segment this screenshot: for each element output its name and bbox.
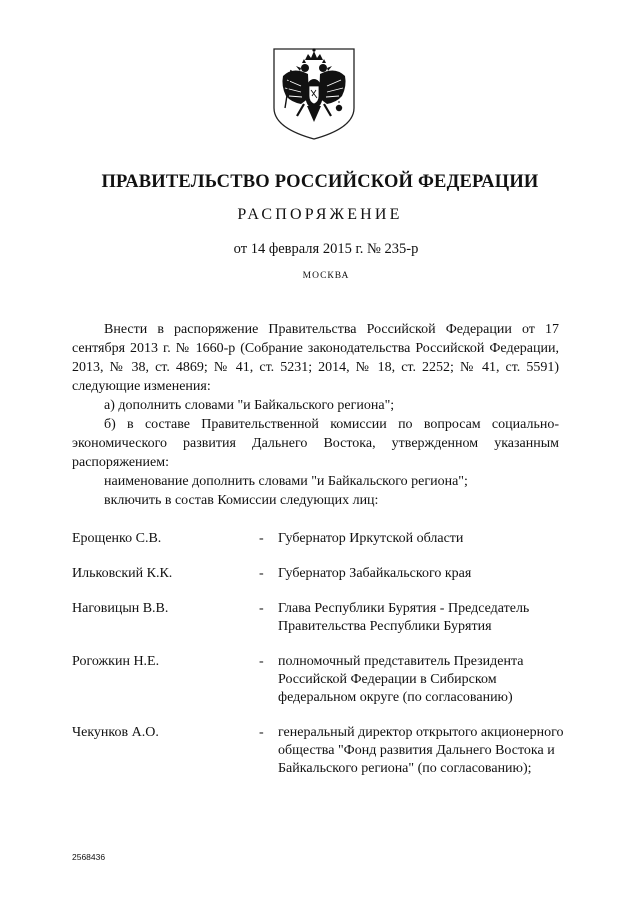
- member-name: Ильковский К.К.: [72, 566, 173, 581]
- member-dash: -: [259, 601, 264, 616]
- member-dash: -: [259, 654, 264, 669]
- member-row: [72, 600, 572, 636]
- member-dash: -: [259, 725, 264, 740]
- member-name: Рогожкин Н.Е.: [72, 654, 160, 669]
- body-paragraph: наименование дополнить словами "и Байкальского региона";: [104, 474, 468, 489]
- document-code: 2568436: [72, 852, 106, 862]
- document-city: МОСКВА: [302, 271, 350, 281]
- member-row: [72, 653, 572, 707]
- document-type: РАСПОРЯЖЕНИЕ: [237, 206, 403, 223]
- member-row: [72, 724, 572, 778]
- body-paragraph: а) дополнить словами "и Байкальского региона";: [104, 398, 395, 413]
- body-paragraph: б) в составе Правительственной комиссии по вопросам социально-экономического развития Дальнего Востока, утвержденном указанным распоряжением:: [72, 417, 559, 470]
- member-role: Губернатор Иркутской области: [278, 531, 464, 546]
- member-name: Чекунков А.О.: [72, 725, 159, 740]
- member-name: Ерощенко С.В.: [72, 531, 162, 546]
- order-body: [72, 320, 559, 510]
- member-row: [72, 530, 572, 548]
- member-role: Губернатор Забайкальского края: [278, 566, 472, 581]
- body-paragraph: включить в состав Комиссии следующих лиц:: [104, 493, 379, 508]
- document-date-number: от 14 февраля 2015 г. № 235-р: [233, 241, 419, 257]
- member-row: [72, 565, 572, 583]
- member-dash: -: [259, 531, 264, 546]
- eagle-emblem-icon: [271, 46, 357, 142]
- body-paragraph: Внести в распоряжение Правительства Российской Федерации от 17 сентября 2013 г. № 1660-р (Собрание законодательства Российской Федерации, 2013, № 38, ст. 4869; № 41, ст. 5231; 2014, № 18, ст. 2252; № 41, ст. 5591) следующие изменения:: [72, 322, 559, 394]
- member-role: генеральный директор открытого акционерного общества "Фонд развития Дальнего Востока и Байкальского региона" (по согласованию);: [278, 725, 564, 776]
- government-title: ПРАВИТЕЛЬСТВО РОССИЙСКОЙ ФЕДЕРАЦИИ: [101, 172, 539, 192]
- member-role: Глава Республики Бурятия - Председатель Правительства Республики Бурятия: [278, 601, 530, 634]
- member-role: полномочный представитель Президента Российской Федерации в Сибирском федеральном округе (по согласованию): [278, 654, 524, 705]
- member-name: Наговицын В.В.: [72, 601, 169, 616]
- commission-members-list: [72, 530, 572, 778]
- member-dash: -: [259, 566, 264, 581]
